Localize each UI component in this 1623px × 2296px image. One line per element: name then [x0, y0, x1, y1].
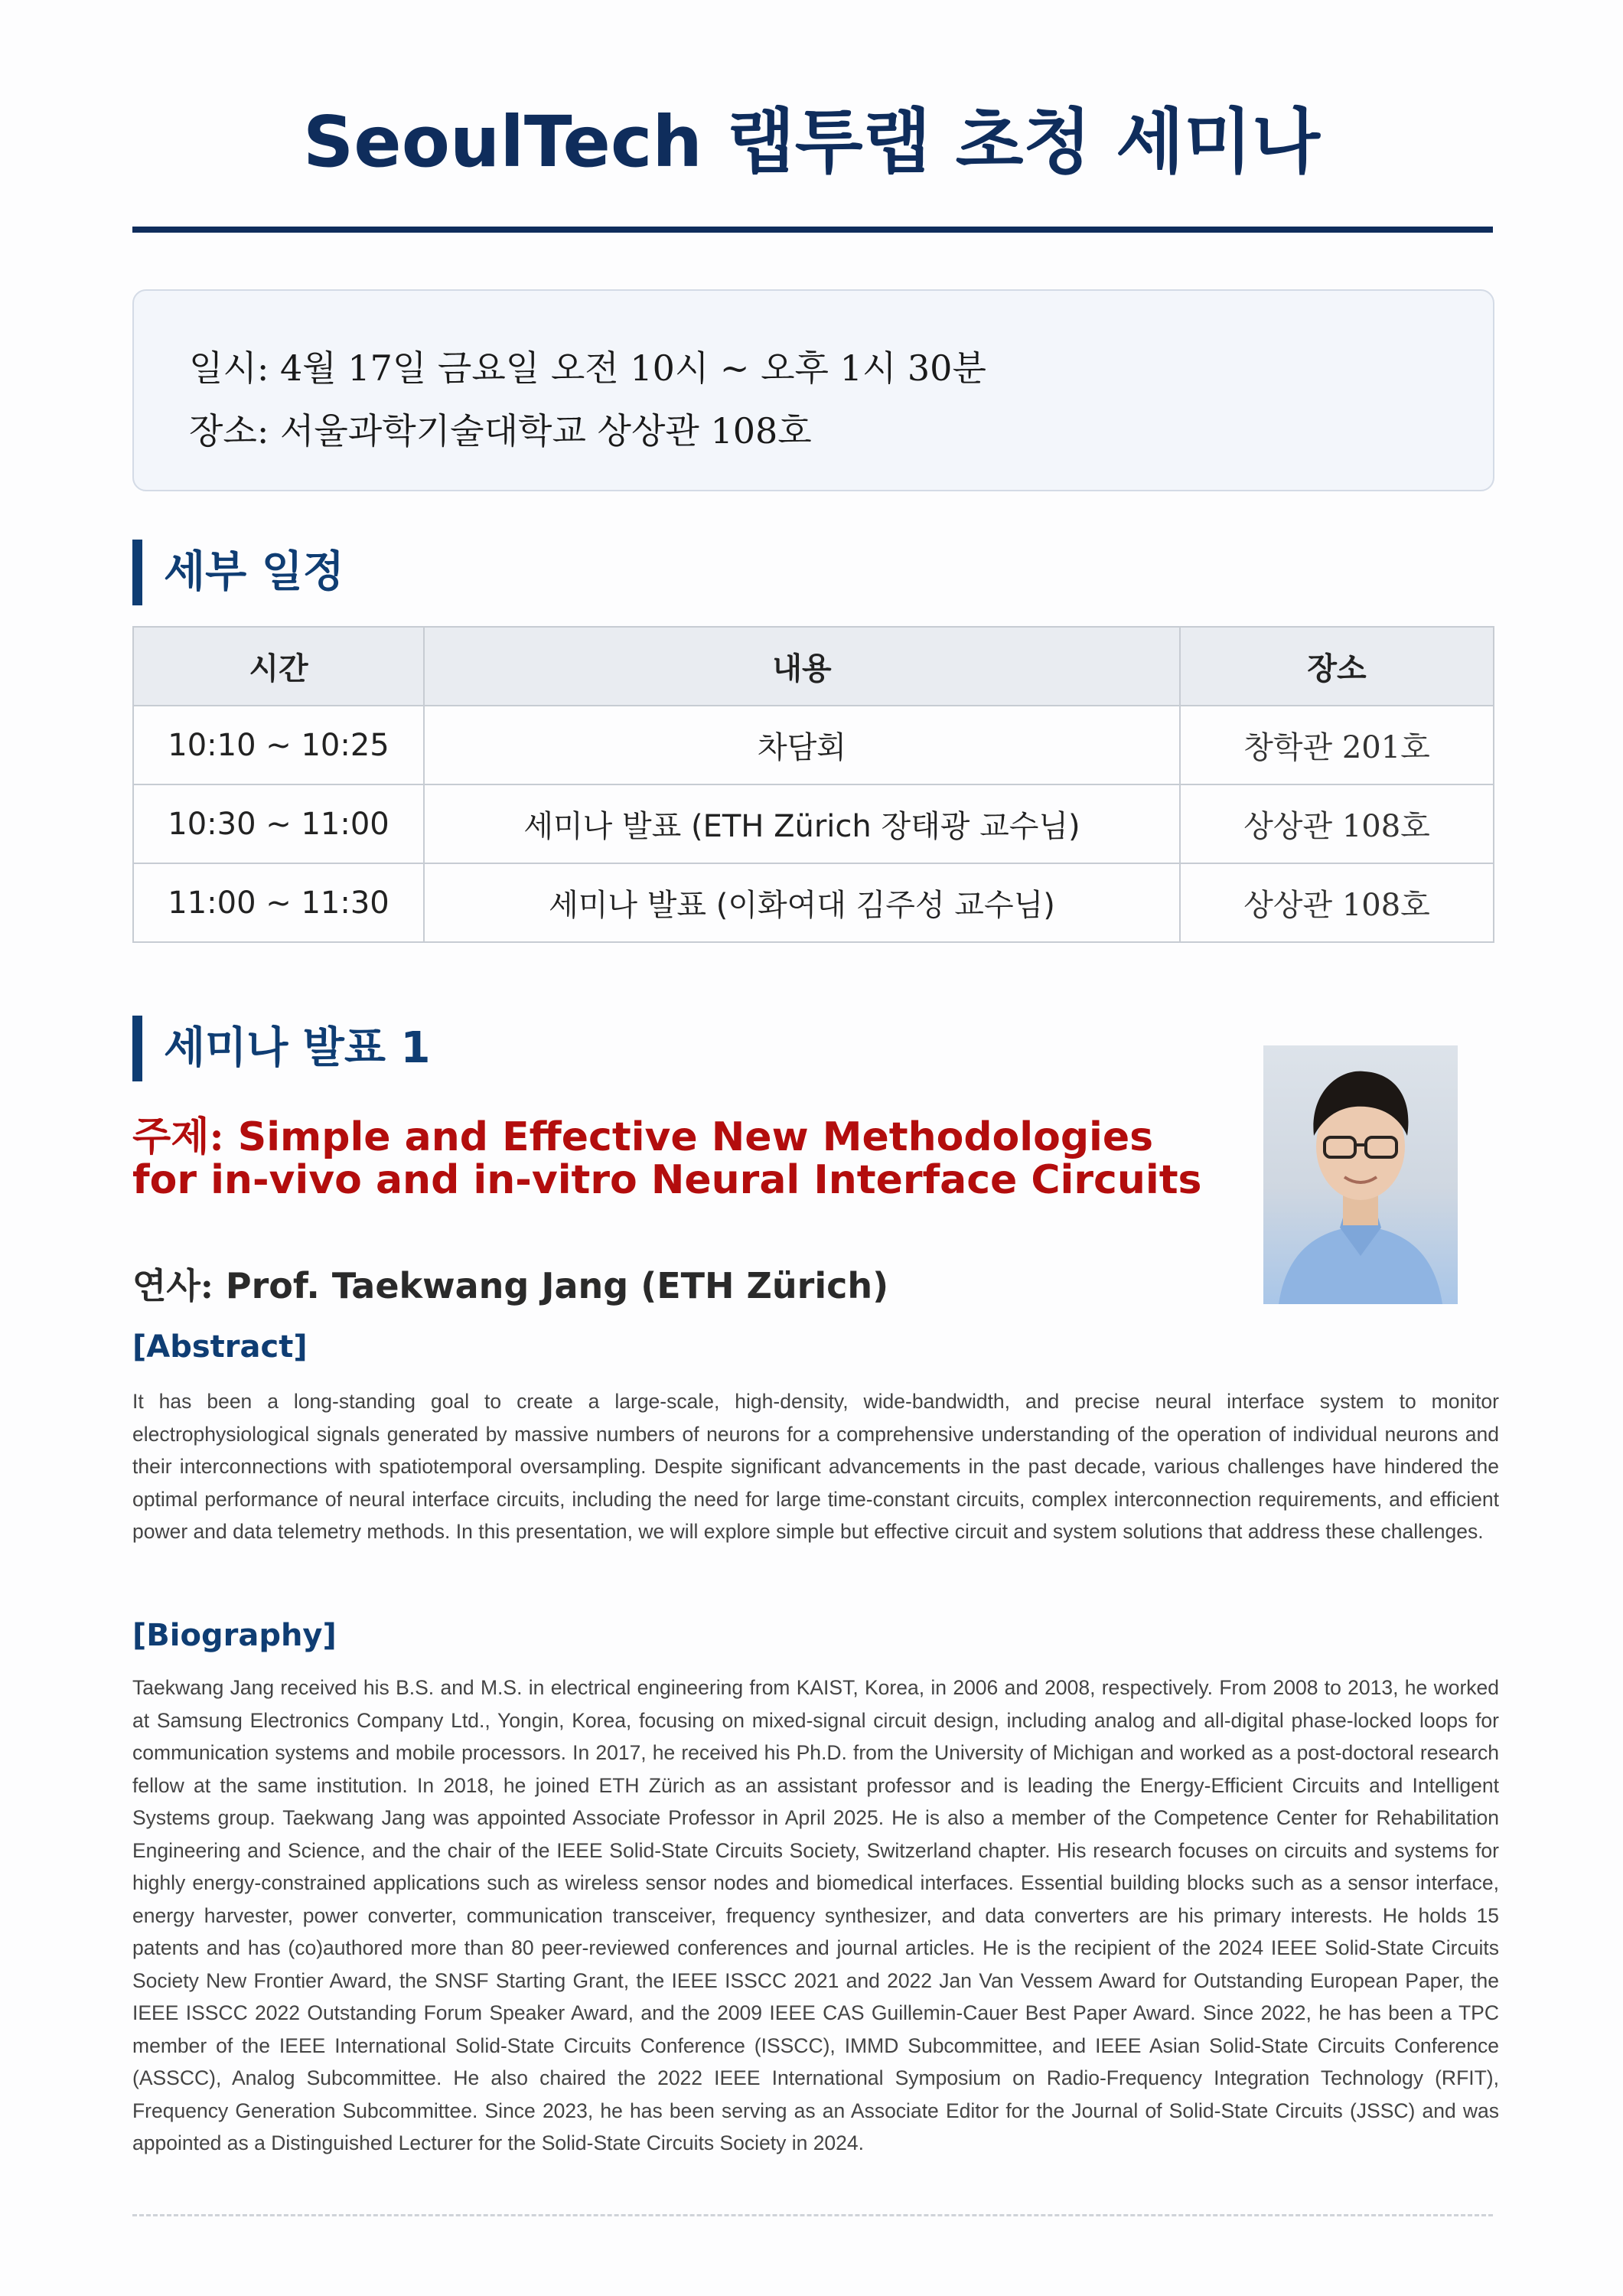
table-row [133, 863, 1494, 942]
speaker-photo [1263, 1045, 1458, 1304]
topic-label: 주제: [132, 1114, 224, 1160]
schedule-table [132, 626, 1494, 943]
cell-place: 상상관 108호 [1180, 863, 1494, 942]
speaker-name: Prof. Taekwang Jang (ETH Zürich) [225, 1265, 889, 1306]
table-row [133, 706, 1494, 784]
abstract-heading: [Abstract] [132, 1329, 308, 1365]
table-row [133, 784, 1494, 863]
column-header-place: 장소 [1180, 627, 1494, 706]
page-title: SeoulTech 랩투랩 초청 세미나 [303, 101, 1320, 183]
column-header-content: 내용 [424, 627, 1180, 706]
cell-place: 창학관 201호 [1180, 706, 1494, 784]
topic-line-1: Simple and Effective New Methodologies [237, 1114, 1154, 1160]
topic-line-2: for in-vivo and in-vitro Neural Interface Circuits [132, 1157, 1202, 1203]
event-location: 장소: 서울과학기술대학교 상상관 108호 [189, 410, 812, 452]
schedule-heading: 세부 일정 [132, 540, 344, 605]
cell-place: 상상관 108호 [1180, 784, 1494, 863]
table-header-row [133, 627, 1494, 706]
cell-content: 차담회 [424, 706, 1180, 784]
cell-time: 10:30 ~ 11:00 [133, 784, 424, 863]
biography-text: Taekwang Jang received his B.S. and M.S. in electrical engineering from KAIST, Korea, in 2006 and 2008, respectively. From 2008 to 2013, he worked at Samsung Electronics Company Ltd., Yongin, Korea, focusing on mixed-signal circuit design, including analog and all-digital phase-locked loops for communication systems and mobile processors. In 2017, he received his Ph.D. from the University of Michigan and worked as a post-doctoral research fellow at the same institution. In 2018, he joined ETH Zürich as an assistant professor and is leading the Energy-Efficient Circuits and Intelligent Systems group. Taekwang Jang was appointed Associate Professor in April 2025. He is also a member of the Competence Center for Rehabilitation Engineering and Science, and the chair of the IEEE Solid-State Circuits Society, Switzerland chapter. His research focuses on circuits and systems for highly energy-constrained applications such as wireless sensor nodes and biomedical interfaces. Essential building blocks such as a sensor interface, energy harvester, power converter, communication transceiver, frequency synthesizer, and data converters are his primary interests. He holds 15 patents and has (co)authored more than 80 peer-reviewed conferences and journal articles. He is the recipient of the 2024 IEEE Solid-State Circuits Society New Frontier Award, the SNSF Starting Grant, the IEEE ISSCC 2021 and 2022 Jan Van Vessem Award for Outstanding European Paper, the IEEE ISSCC 2022 Outstanding Forum Speaker Award, and the 2009 IEEE CAS Guillemin-Cauer Best Paper Award. Since 2022, he has been a TPC member of the IEEE International Solid-State Circuits Conference (ISSCC), IMMD Subcommittee, and IEEE Asian Solid-State Circuits Conference (ASSCC), Analog Subcommittee. He also chaired the 2022 IEEE International Symposium on Radio-Frequency Integration Technology (RFIT), Frequency Generation Subcommittee. Since 2023, he has been serving as an Associate Editor for the Journal of Solid-State Circuits (JSSC) and was appointed as a Distinguished Lecturer for the Solid-State Circuits Society in 2024. [132, 1676, 1499, 2154]
event-datetime: 일시: 4월 17일 금요일 오전 10시 ~ 오후 1시 30분 [189, 347, 986, 389]
cell-time: 10:10 ~ 10:25 [133, 706, 424, 784]
speaker-label: 연사: [132, 1265, 213, 1306]
biography-heading: [Biography] [132, 1618, 337, 1653]
seminar-topic [132, 1116, 1204, 1202]
speaker-portrait-image [1263, 1045, 1458, 1304]
column-header-time: 시간 [133, 627, 424, 706]
cell-content: 세미나 발표 (ETH Zürich 장태광 교수님) [424, 784, 1180, 863]
cell-content: 세미나 발표 (이화여대 김주성 교수님) [424, 863, 1180, 942]
cell-time: 11:00 ~ 11:30 [133, 863, 424, 942]
abstract-text: It has been a long-standing goal to create a large-scale, high-density, wide-bandwidth, and precise neural interface system to monitor electrophysiological signals generated by massive numbers of neurons for a comprehensive understanding of the operation of individual neurons and their interconnections with spatiotemporal oversampling. Despite significant advancements in the past decade, various challenges have hindered the optimal performance of neural interface circuits, including the need for large time-constant circuits, complex interconnection requirements, and efficient power and data telemetry methods. In this presentation, we will explore simple but effective circuit and system solutions that address these challenges. [132, 1390, 1499, 1543]
title-divider [132, 227, 1493, 233]
event-info-box [132, 289, 1494, 491]
speaker [132, 1258, 888, 1309]
seminar-heading: 세미나 발표 1 [132, 1016, 430, 1081]
footer-divider [132, 2214, 1493, 2216]
